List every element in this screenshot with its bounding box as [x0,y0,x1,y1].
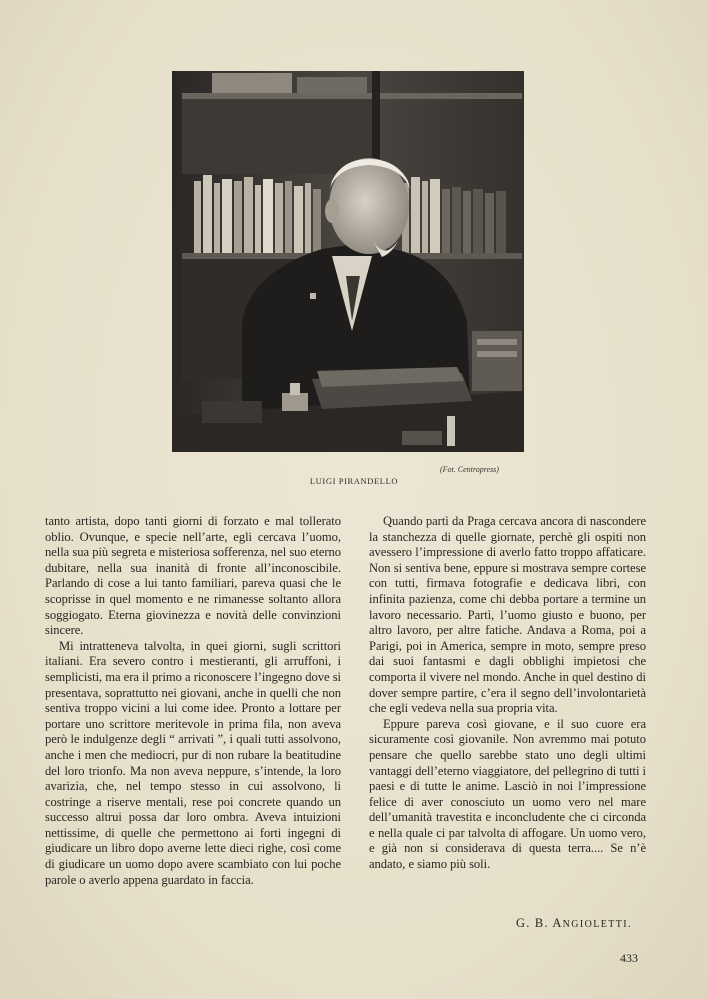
photo-caption: LUIGI PIRANDELLO [309,476,399,486]
photo-credit: (Fot. Centropress) [440,465,499,474]
signature-surname: NGIOLETTI. [562,919,632,930]
page-number: 433 [620,951,638,965]
author-signature [516,916,656,931]
portrait-photo [172,71,524,452]
portrait-illustration [172,71,524,452]
paragraph: tanto artista, dopo tanti giorni di forzato e mal tollerato oblio. Ovunque, e specie nell’arte, egli cercava l’uomo, nella sua più segreta e misteriosa sofferenza, nel suo eterno dubitare, nella sua inanità di fronte all’inconoscibile. Parlando di cose a lui tanto familiari, pareva quasi che le scoprisse in quel momento e ne rimanesse soltanto allora soggiogato. Eterna giovinezza e novità delle convinzioni sincere. [45,514,341,638]
paragraph: Mi intratteneva talvolta, in quei giorni, sugli scrittori italiani. Era severo contro i mestieranti, gli arruffoni, i semplicisti, ma era il primo a riconoscere l’ingegno dove si presentava, soprattutto nei giovani, anche in quelli che non sentiva troppo vicini a lui come idee. Pronto a lottare per portare uno scrittore meritevole in prima fila, non aveva però le indulgenze degli “ arrivati ”, i quali tutti assolvono, anche i men che mediocri, pur di non rubare la beatitudine del loro trionfo. Ma non aveva neppure, s’intende, la loro avarizia, che, nel tempo stesso in cui assolvono, li costringe a riserve mentali, rese poi concrete quando un successo altrui possa dar loro ombra. Aveva intuizioni nettissime, di quelle che permettono ai forti ingegni di giudicare un libro dopo averne lette dieci righe, così come di giudicare un uomo dopo avere scambiato con lui poche parole o averlo appena guardato in faccia. [45,638,341,887]
left-column [45,514,341,888]
signature-initials: G. B. A [516,916,563,930]
right-column [369,514,646,873]
paragraph: Quando partì da Praga cercava ancora di nascondere la stanchezza di quelle giornate, perchè gli ospiti non avessero l’impressione di averlo fatto troppo affaticare. Non si sentiva bene, eppure si mostrava sempre cortese con tutti, firmava fotografie e dedicava libri, con infinita pazienza, come chi debba portare a termine un lavoro necessario. Partì, l’uomo giusto e buono, per altro lavoro, per altre fatiche. Andava a Roma, poi a Parigi, poi in America, sempre in moto, sempre preso dai suoi fantasmi e dagli obblighi impietosi che comporta il vivere nel mondo. Anche in quel destino di dover sempre partire, c’era il segno dell’involontarietà che egli vedeva nella sua propria vita. [369,514,646,716]
paragraph: Eppure pareva così giovane, e il suo cuore era sicuramente così giovanile. Non avremmo mai potuto pensare che quello sarebbe stato uno degli ultimi vantaggi dell’eterno viaggiatore, del pellegrino di tutti i paesi e di tutte le anime. Lasciò in noi l’impressione felice di aver conosciuto un uomo vero nel mare dell’umanità travestita e inconcludente che ci circonda e nella quale ci par talvolta di affogare. Un uomo vero, e già non si considerava di questa terra.... Se n’è andato, e siamo più soli. [369,716,646,872]
